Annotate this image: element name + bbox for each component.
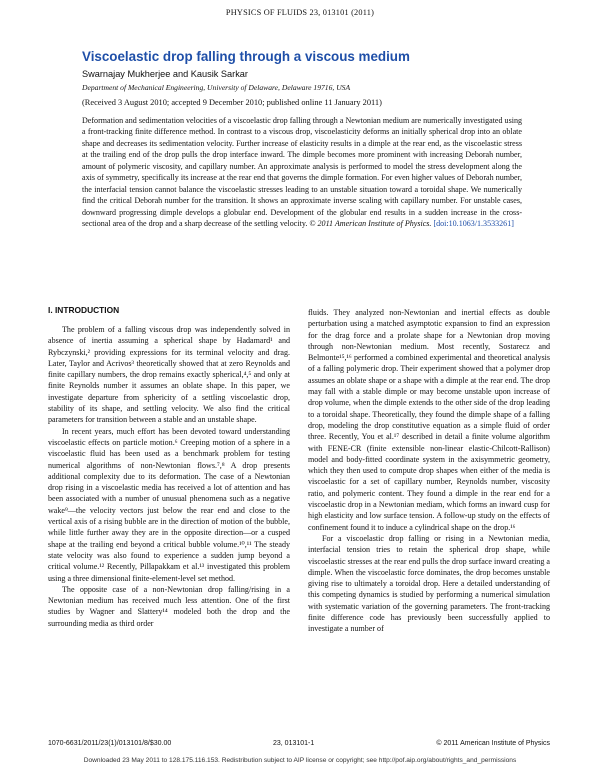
authors: Swarnajay Mukherjee and Kausik Sarkar <box>82 69 248 79</box>
paragraph: For a viscoelastic drop falling or rising in a Newtonian media, interfacial tension tries to retain the spherical drop shape, while viscoelastic stresses at the rear end pulls the drop surface inward creating a dimple. When the viscoelastic force dominates, the drop becomes unstable giving rise to ultimately a toroidal drop. Here a detailed understanding of this competing dynamics is studied by performing a numerical simulation with systematic variation of the governing parameters. The front-tracking finite difference code has previously been successfully applied to investigate a number of <box>308 533 550 634</box>
download-note: Downloaded 23 May 2011 to 128.175.116.153. Redistribution subject to AIP license or copyright; see http://pof.aip.org/about/rights_and_permissions <box>83 757 517 764</box>
abstract <box>82 115 522 230</box>
right-column <box>308 307 550 635</box>
footer-issn: 1070-6631/2011/23(1)/013101/8/$30.00 <box>48 740 172 747</box>
abstract-text: Deformation and sedimentation velocities of a viscoelastic drop falling through a Newtonian medium are numerically investigated using a front-tracking finite difference method. In contrast to a viscous drop, viscoelasticity deforms an initially spherical drop into an oblate shape and decreases its sedimentation velocity. Further increase of elasticity results in a dimple at the rear end, as the viscoelastic stress at the trailing end of the drop pulls the drop interface inward. The dimple becomes more prominent with increasing Deborah number, amount of polymeric viscosity, and capillary number. An approximate analysis is performed to model the stress development along the axis of symmetry, specifically its increase at the rear end that governs the dimple formation. For even higher values of Deborah number, the interfacial tension cannot balance the viscoelastic stresses leading to an unstable situation toward a toroidal shape. We numerically find the critical Deborah number for the transition. It shows an approximate inverse scaling with capillary number. For unstable cases, downward progressing dimple develops a globular end. Development of the globular end results in a sudden increase in the cross-sectional area of the drop and a sharp decrease of the settling velocity. <box>82 116 522 229</box>
section-heading-introduction: I. INTRODUCTION <box>48 305 120 315</box>
article-title: Viscoelastic drop falling through a viscous medium <box>82 49 410 64</box>
abstract-copyright: © 2011 American Institute of Physics. <box>309 219 432 229</box>
footer-copyright: © 2011 American Institute of Physics <box>436 740 550 747</box>
affiliation: Department of Mechanical Engineering, University of Delaware, Delaware 19716, USA <box>82 83 351 92</box>
paragraph: fluids. They analyzed non-Newtonian and inertial effects as double perturbation using a matched asymptotic expansion to find an expression for the drag force and a prolate shape for a Newtonian drop moving through non-Newtonian medium. Most recently, Sostarecz and Belmonte¹⁵,¹⁶ performed a combined experimental and theoretical analysis of a falling polymeric drop. Their experiment showed that a polymer drop assumes an oblate shape or a shape with a dimple at the rear end. The drop may fall with a stable dimple or may become unstable upon increase of drop volume, when the dimple extends to the other side of the drop leading to a toroidal shape. Theoretically, they found the dimple shape of a falling drop, modeling the drop constitutive equation as a simple fluid of order three. Recently, You et al.¹⁷ described in detail a finite volume algorithm with FENE-CR (finite extensible non-linear elastic-Chilcott-Rallison) model and body-fitted coordinate system in the axisymmetric geometry, which they then used to compute drop shapes when either of the media is viscoelastic for a set of capillary number, Reynolds number, viscosity ratio, and polymeric content. They found a dimple in the rear end for a viscoelastic drop in a Newtonian mediam, which forms an inward cusp for high elasticity and low surface tension. A follow-up study on the effects of confinement found it to induce a cylindrical shape on the drop.¹⁶ <box>308 308 550 532</box>
paragraph: In recent years, much effort has been devoted toward understanding viscoelastic effects on particle motion.⁶ Creeping motion of a sphere in a viscoelastic fluid has been used as a benchmark problem for testing numerical algorithms of non-Newtonian flows.⁷,⁸ A drop presents additional complexity due to its deformation. The case of a Newtonian drop rising in a viscoelastic media has received a lot of attention and has been associated with a number of unusual phenomena such as a negative wake⁹—the velocity vectors just below the rear end and close to the vertical axis of a rising bubble are in the direction of motion of the bubble, while little further away they are in the opposite direction—or a cusped shape at the trailing end beyond a critical bubble volume.¹⁰,¹¹ The steady state velocity was also found to experience a sudden jump beyond a critical volume.¹² Recently, Pillapakkam et al.¹³ investigated this problem using a three dimensional finite-element-level set method. <box>48 426 290 583</box>
paragraph: The problem of a falling viscous drop was independently solved in absence of inertia assuming a spherical shape by Hadamard¹ and Rybczynski,² providing expressions for its terminal velocity and drag. Later, Taylor and Acrivos³ theoretically showed that at zero Reynolds and finite capillary numbers, the drop remains exactly spherical,⁴,⁵ and only at finite Reynolds number it assumes an oblate shape. In this paper, we investigate departure from sphericity of a settling viscoelastic drop, stability of its shape, and settling velocity. We also find the critical parameters for transition between a stable and an unstable shape. <box>48 325 290 425</box>
running-head: PHYSICS OF FLUIDS 23, 013101 (2011) <box>225 8 375 17</box>
paragraph: The opposite case of a non-Newtonian drop falling/rising in a Newtonian medium has received much less attention. One of the first studies by Wagner and Slattery¹⁴ modeled both the drop and the surrounding media as third order <box>48 584 290 628</box>
left-column <box>48 324 290 629</box>
doi-link[interactable]: [doi:10.1063/1.3533261] <box>433 219 514 229</box>
footer-page-number: 23, 013101-1 <box>273 740 315 747</box>
publication-dates: (Received 3 August 2010; accepted 9 December 2010; published online 11 January 2011) <box>82 98 382 107</box>
